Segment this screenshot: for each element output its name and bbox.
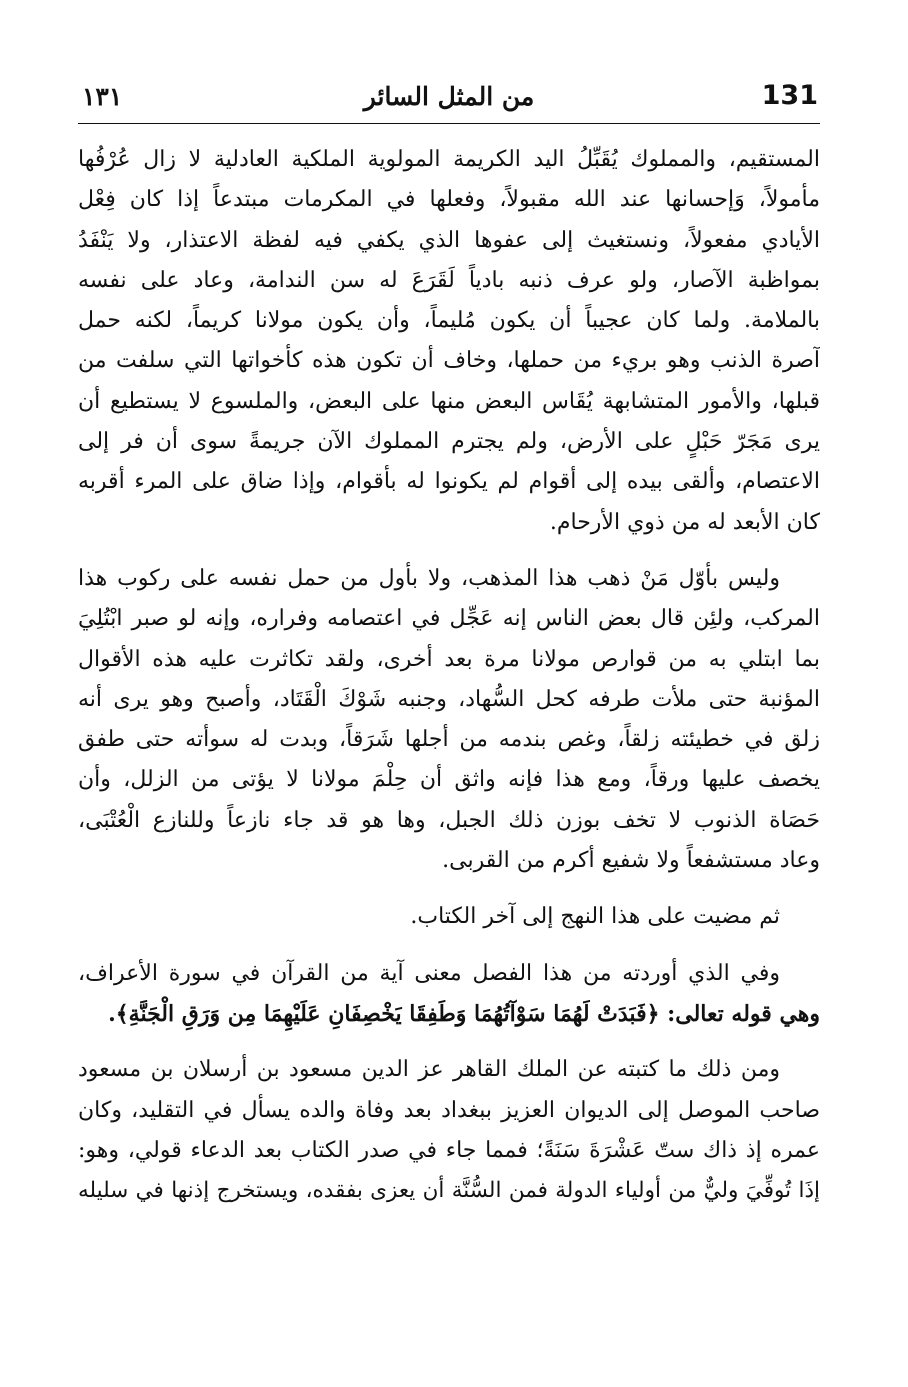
text-line: بما ابتلي به من قوارص مولانا مرة بعد أخرى، ولقد تكاثرت عليه هذه الأقوال [78, 646, 820, 672]
text-line: وعاد مستشفعاً ولا شفيع أكرم من القربى. [442, 848, 820, 874]
paragraph-4 [78, 954, 820, 1035]
text-line: إذَا تُوفِّيَ وليٌّ من أولياء الدولة فمن السُّنَّة أن يعزى بفقده، ويستخرج إذنها في سليله [78, 1178, 820, 1204]
text-line: ومن ذلك ما كتبته عن الملك القاهر عز الدين مسعود بن أرسلان بن مسعود [78, 1057, 780, 1083]
text-line: عمره إذ ذاك ستّ عَشْرَةَ سَنَةً؛ فمما جاء في صدر الكتاب بعد الدعاء قولي، وهو: [78, 1137, 820, 1163]
header-rule [78, 123, 820, 124]
text-line: بالملامة. ولما كان عجيباً أن يكون مُليماً، وأن يكون مولانا كريماً، لكنه حمل [78, 308, 820, 334]
text-line: الاعتصام، وألقى بيده إلى أقوام لم يكونوا له بأقوام، وإذا ضاق على المرء أقربه [78, 469, 820, 495]
running-title: من المثل السائر [363, 82, 535, 111]
paragraph-2 [78, 559, 820, 881]
text-line: بمواظبة الآصار، ولو عرف ذنبه بادياً لَقَرَعَ له سن الندامة، وعاد على نفسه [78, 267, 820, 293]
text-line: آصرة الذنب وهو بريء من حملها، وخاف أن تكون هذه كأخواتها التي سلفت من [78, 348, 820, 374]
text-line: وفي الذي أوردته من هذا الفصل معنى آية من القرآن في سورة الأعراف، [78, 960, 780, 986]
text-line: الأيادي مفعولاً، ونستغيث إلى عفوها الذي يكفي فيه لفظة الاعتذار، ولا يَنْفَدُ [78, 227, 820, 253]
quran-verse-line: وهي قوله تعالى: ﴿فَبَدَتْ لَهُمَا سَوْآتُهُمَا وَطَفِقَا يَخْصِفَانِ عَلَيْهِمَا مِن وَرَقِ الْجَنَّةِ﴾. [108, 1000, 820, 1027]
paragraph-5 [78, 1050, 820, 1211]
text-line: يخصف عليها ورقاً، ومع هذا فإنه واثق أن حِلْمَ مولانا لا يؤتى من الزلل، وأن [78, 767, 820, 793]
page-header [78, 78, 820, 122]
page-number-latin: 131 [761, 80, 818, 111]
text-line: صاحب الموصل إلى الديوان العزيز ببغداد بعد وفاة والده يسأل في التقليد، وكان [78, 1097, 820, 1123]
text-line: زلق في خطيئته زلقاً، وغص بندمه من أجلها شَرَقاً، وبدت له سوأته حتى طفق [78, 727, 820, 753]
text-line: ثم مضيت على هذا النهج إلى آخر الكتاب. [410, 904, 780, 930]
paragraph-3 [78, 897, 820, 937]
text-line: وليس بأوّل مَنْ ذهب هذا المذهب، ولا بأول من حمل نفسه على ركوب هذا [78, 565, 780, 591]
text-line: كان الأبعد له من ذوي الأرحام. [549, 509, 820, 535]
text-line: المؤنبة حتى ملأت طرفه كحل السُّهاد، وجنبه شَوْكَ الْقَتَاد، وأصبح وهو يرى أنه [78, 686, 820, 712]
text-line: حَصَاة الذنوب لا تخف بوزن ذلك الجبل، وها هو قد جاء نازعاً وللنازع الْعُتْبَى، [78, 807, 820, 833]
text-line: قبلها، والأمور المتشابهة يُقَاس البعض منها على البعض، والملسوع لا يستطيع أن [78, 388, 820, 414]
body-text [78, 140, 820, 1211]
text-line: المستقيم، والمملوك يُقَبِّلُ اليد الكريمة المولوية الملكية العادلية لا زال عُرْفُها [78, 147, 820, 172]
text-line: المركب، ولئِن قال بعض الناس إنه عَجِّل في اعتصامه وفراره، وإنه لو صبر ابْتُلِيَ [78, 606, 820, 632]
page-number-arabic: ١٣١ [82, 82, 123, 111]
text-line: يرى مَجَرّ حَبْلٍ على الأرض، ولم يجترم المملوك الآن جريمةً سوى أن فر إلى [78, 429, 820, 455]
paragraph-1 [78, 140, 820, 543]
text-line: مأمولاً، وَإحسانها عند الله مقبولاً، وفعلها في المكرمات مبتدعاً إذا كان فِعْل [78, 187, 820, 213]
